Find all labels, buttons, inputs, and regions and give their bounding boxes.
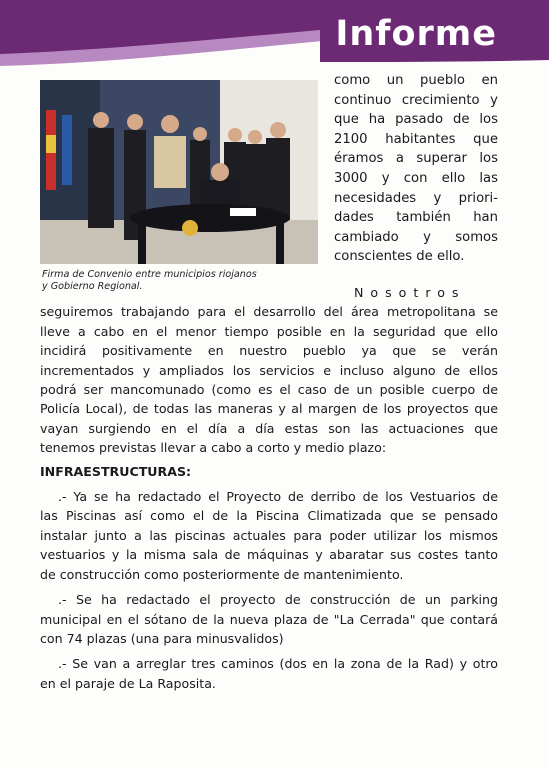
text-line: lleve a cabo en el menor tiempo posible en la seguridad que ello (40, 323, 498, 339)
text-line: de construcción como posteriormente de mantenimiento. (40, 566, 404, 582)
text-line: conscientes de ello. (334, 249, 465, 265)
text-line: 2100 habitantes que (334, 131, 498, 147)
text-line: incidirá positivamente en nuestro pueblo ya que se verán (40, 343, 498, 359)
text-line: 3000 y con ello las (334, 170, 498, 186)
text-line: las Piscinas así como el de la Piscina Climatizada que se pensado (40, 508, 498, 524)
list-item (40, 487, 498, 584)
text-line: seguiremos trabajando para el desarrollo del área metropolitana se (40, 304, 498, 320)
text-line: .- Se ha redactado el proyecto de construcción de un parking (58, 592, 498, 608)
text-line: Nosotros (354, 285, 466, 300)
text-line: con 74 plazas (una para minusvalidos) (40, 630, 284, 646)
text-line: instalar junto a las piscinas actuales para poder utilizar los mismos (40, 527, 498, 543)
caption-line: y Gobierno Regional. (42, 281, 143, 292)
text-line: en el paraje de La Raposita. (40, 675, 216, 691)
list-item (40, 590, 498, 648)
list-item (40, 654, 498, 693)
text-line: cambiado y somos (334, 229, 498, 245)
text-line: éramos a superar los (334, 151, 498, 167)
text-line: que ha pasado de los (334, 112, 498, 128)
event-photo (40, 80, 318, 264)
text-line: como un pueblo en (334, 73, 498, 88)
text-line: incrementados y ampliados los servicios e incluso alguno de ellos (40, 362, 498, 378)
photo-illustration (40, 80, 318, 264)
text-line: continuo crecimiento y (334, 92, 498, 108)
section-heading: INFRAESTRUCTURAS: (40, 463, 192, 479)
text-line: municipal en el sótano de la nueva plaza de "La Cerrada" que contará (40, 611, 498, 627)
text-line: necesidades y priori- (334, 190, 498, 206)
text-line: vayan surgiendo en el día a día estas son las actuaciones que (40, 420, 498, 436)
text-line: .- Ya se ha redactado el Proyecto de derribo de los Vestuarios de (58, 489, 498, 505)
body-text (40, 283, 498, 693)
text-line: vestuarios y la misma sala de máquinas y abaratar sus costes tanto (40, 547, 498, 563)
text-line: .- Se van a arreglar tres caminos (dos en la zona de la Rad) y otro (58, 656, 498, 672)
text-line: Policía Local), de todas las maneras y al margen de los proyectos que (40, 401, 498, 417)
intro-paragraph (40, 283, 498, 458)
right-column-text (334, 71, 498, 267)
page-title: Informe (335, 14, 497, 54)
caption-line: Firma de Convenio entre municipios riojanos (42, 269, 257, 280)
text-line: tenemos previstas llevar a cabo a corto y medio plazo: (40, 440, 387, 456)
text-line: podrá ser mancomunado (como es el caso de un posible cuerpo de (40, 382, 498, 398)
text-line: dades también han (334, 210, 498, 226)
